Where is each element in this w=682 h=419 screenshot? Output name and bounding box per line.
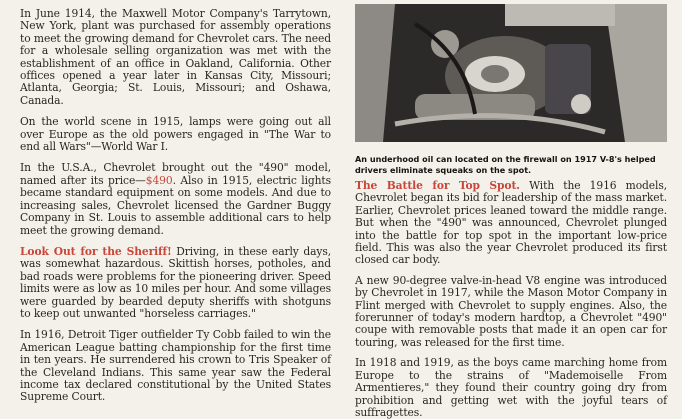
right-column — [355, 0, 667, 419]
paragraph-top-spot-body: With the 1916 models, Chevrolet began its bid for leadership of the mass market. Earlier, Chevrolet prices leaned toward the middle range. But when the "490" was announced, Chevrolet plunged into the battle for top spot in the important low-price field. This was also the year Chevrolet produced its first closed car body. — [355, 179, 667, 267]
paragraph-top-spot — [355, 180, 667, 267]
left-column — [20, 0, 331, 404]
photo-caption: An underhood oil can located on the firewall on 1917 V-8's helped drivers eliminate squeaks on the spot. — [355, 154, 656, 175]
section-heading-top-spot: The Battle for Top Spot. — [355, 179, 520, 192]
paragraph-v8-engine: A new 90-degree valve-in-head V8 engine was introduced by Chevrolet in 1917, while the Mason Motor Company in Flint merged with Chevrolet to supply engines. Also, the forerunner of today's modern hardtop, a Chevrolet "490" coupe with removable posts that made it an open car for touring, was released for the first time. — [355, 273, 667, 349]
paragraph-ty-cobb: In 1916, Detroit Tiger outfielder Ty Cobb failed to win the American League batting championship for the first time in ten years. He surrendered his crown to Tris Speaker of the Cleveland Indians. This same year saw the Federal income tax declared constitutional by the United States Supreme Court. — [20, 328, 331, 404]
paragraph-sheriff-body: Driving, in these early days, was somewhat hazardous. Skittish horses, potholes, and bad roads were problems for the pioneering driver. Speed limits were as low as 10 miles per hour. And some villages were guarded by bearded deputy sheriffs with shotguns to keep out unwanted "horseless carriages." — [20, 244, 331, 320]
paragraph-490-model — [20, 162, 331, 236]
section-heading-sheriff: Look Out for the Sheriff! — [20, 244, 172, 258]
paragraph-maxwell-plant: In June 1914, the Maxwell Motor Company's Tarrytown, New York, plant was purchased for assembly operations to meet the growing demand for Chevrolet cars. The need for a wholesale selling organization was met with the establishment of an office in Oakland, California. Other offices opened a year later in Kansas City, Missouri; Atlanta, Georgia; St. Louis, Missouri; and Oshawa, Canada. — [20, 7, 331, 107]
paragraph-sheriff — [20, 246, 331, 320]
paragraph-world-war: On the world scene in 1915, lamps were going out all over Europe as the old powers engaged in "The War to end all Wars"—World War I. — [20, 115, 331, 154]
paragraph-1918-1919: In 1918 and 1919, as the boys came marching home from Europe to the strains of "Mademoiselle From Armentieres," they found their country going dry from prohibition and getting wet with the joyful tears of suffragettes. — [355, 356, 667, 419]
price-highlight: $490 — [145, 173, 173, 187]
paragraph-490-text-b: . Also in 1915, electric lights became standard equipment on some models. And due to increasing sales, Chevrolet licensed the Gardner Buggy Company in St. Louis to assemble additional cars to help meet the growing demand. — [20, 173, 331, 237]
paragraph-490-text-a: In the U.S.A., Chevrolet brought out the "490" model, named after its price— — [20, 161, 331, 187]
